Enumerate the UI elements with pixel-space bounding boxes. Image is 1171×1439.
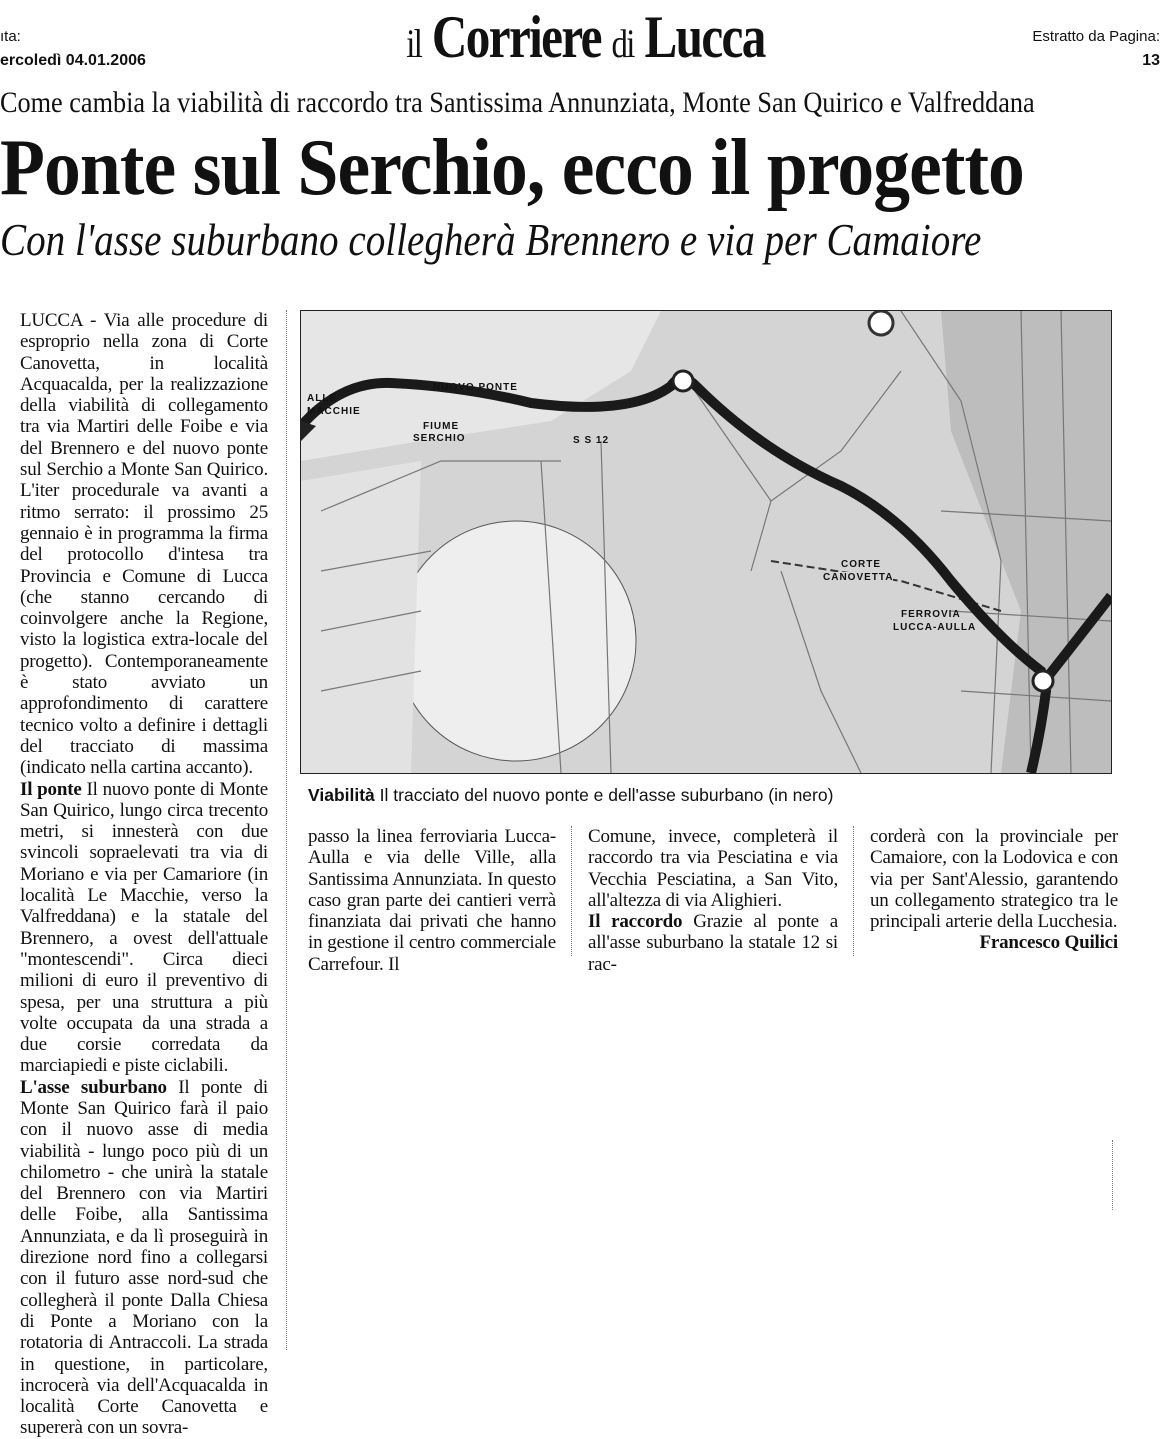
map-label-serchio: SERCHIO — [413, 433, 466, 444]
article-column-1 — [20, 310, 268, 1439]
article-column-2 — [308, 826, 556, 975]
text-asse: Il ponte di Monte San Quirico farà il paio con il nuovo asse di media viabilità - lungo poco più di un chilometro - che unirà la statale del Brennero con via Martiri delle Foibe, alla Santissima Annunziata, e da lì proseguirà in direzione nord fino a collegarsi con il futuro asse nord-sud che collegherà il ponte Dalla Chiesa di Ponte a Moriano con la rotatoria di Antraccoli. La strada in questione, in particolare, incrocerà via dell'Acquacalda in località Corte Canovetta e supererà con un sovra- — [20, 1076, 269, 1439]
caption-lead: Viabilità — [308, 785, 375, 805]
map-label-nuovo-ponte: NUOVO PONTE — [433, 382, 518, 393]
article-headline: Ponte sul Serchio, ecco il progetto — [0, 124, 1024, 212]
map-label-corte: CORTE — [841, 559, 881, 570]
paragraph-col4: corderà con la provinciale per Camaiore, con la Lodovica e con via per Sant'Alessio, garantendo un collegamento strategico tra le principali arterie della Lucchesia. — [870, 826, 1118, 933]
page-number: 13 — [1142, 52, 1160, 69]
map-label-canovetta: CANOVETTA — [823, 572, 894, 583]
masthead — [105, 2, 1065, 79]
masthead-lucca: Lucca — [644, 4, 765, 70]
lead-asse: L'asse suburbano — [20, 1076, 167, 1098]
column-rule-3 — [853, 826, 854, 956]
map-caption — [308, 785, 1128, 806]
map-label-macchie: MACCHIE — [307, 406, 361, 417]
text-raccordo: Grazie al ponte a all'asse suburbano la statale 12 si rac- — [588, 911, 838, 975]
article-column-4 — [870, 826, 1118, 954]
map-label-fiume: FIUME — [423, 421, 460, 432]
lead-ponte: Il ponte — [20, 778, 82, 800]
article-subheadline: Con l'asse suburbano collegherà Brennero e via per Camaiore — [0, 214, 982, 265]
article-kicker: Come cambia la viabilità di raccordo tra Santissima Annunziata, Monte San Quirico e Valfreddana — [0, 86, 1035, 119]
column-rule-2 — [571, 826, 572, 956]
article-column-3 — [588, 826, 838, 975]
header-label-right: Estratto da Pagina: — [1032, 28, 1160, 45]
paragraph-col2: passo la linea ferroviaria Lucca-Aulla e via delle Ville, alla Santissima Annunziata. In questo caso gran parte dei cantieri verrà finanziata dai privati che hanno in gestione il centro commerciale Carrefour. Il — [308, 826, 556, 975]
text-ponte: Il nuovo ponte di Monte San Quirico, lungo circa trecento metri, si innesterà con due svincoli sopraelevati tra via di Moriano e via per Camariore (in località Le Macchie, verso la Valfreddana) e la statale del Brennero, a ovest dell'attuale "montescendi". Circa dieci milioni di euro il preventivo di spesa, per una struttura a più volte occupata da una strada a due corsie corredata da marciapiedi e piste ciclabili. — [20, 778, 269, 1077]
map-label-ferrovia: FERROVIA — [901, 609, 961, 620]
paragraph-ponte — [20, 779, 268, 1077]
column-rule-1 — [286, 310, 287, 1350]
paragraph-raccordo — [588, 911, 838, 975]
map-label-alle: ALLE — [307, 393, 338, 404]
map-label-lucca-aulla: LUCCA-AULLA — [893, 622, 977, 633]
column-rule-4 — [1112, 1140, 1113, 1210]
masthead-il: il — [406, 21, 422, 66]
paragraph-col3: Comune, invece, completerà il raccordo tra via Pesciatina e via Vecchia Pesciatina, a San Vito, all'altezza di via Alighieri. — [588, 826, 838, 911]
paragraph-asse — [20, 1077, 268, 1439]
masthead-corriere: Corriere — [431, 4, 601, 70]
route-map — [300, 310, 1112, 774]
header-label-left: ıta: — [0, 28, 21, 45]
map-graphic — [301, 311, 1111, 773]
lead-raccordo: Il raccordo — [588, 911, 683, 933]
masthead-di: di — [611, 21, 634, 66]
article-author: Francesco Quilici — [979, 932, 1118, 954]
caption-text: Il tracciato del nuovo ponte e dell'asse suburbano (in nero) — [374, 785, 834, 805]
issue-date: ercoledì 04.01.2006 — [0, 52, 146, 69]
paragraph-intro: LUCCA - Via alle procedure di esproprio nella zona di Corte Canovetta, in località Acquacalda, per la realizzazione della viabilità di collegamento tra via Martiri delle Foibe e via del Brennero e del nuovo ponte sul Serchio a Monte San Quirico. L'iter procedurale va avanti a ritmo serrato: il prossimo 25 gennaio è in programma la firma del protocollo d'intesa tra Provincia e Comune di Lucca (che stanno cercando di coinvolgere anche la Regione, visto la logistica extra-locale del progetto). Contemporaneamente è stato avviato un approfondimento di carattere tecnico volto a definire i dettagli del tracciato di massima (indicato nella cartina accanto). — [20, 310, 268, 779]
map-label-ss12: S S 12 — [573, 435, 610, 446]
